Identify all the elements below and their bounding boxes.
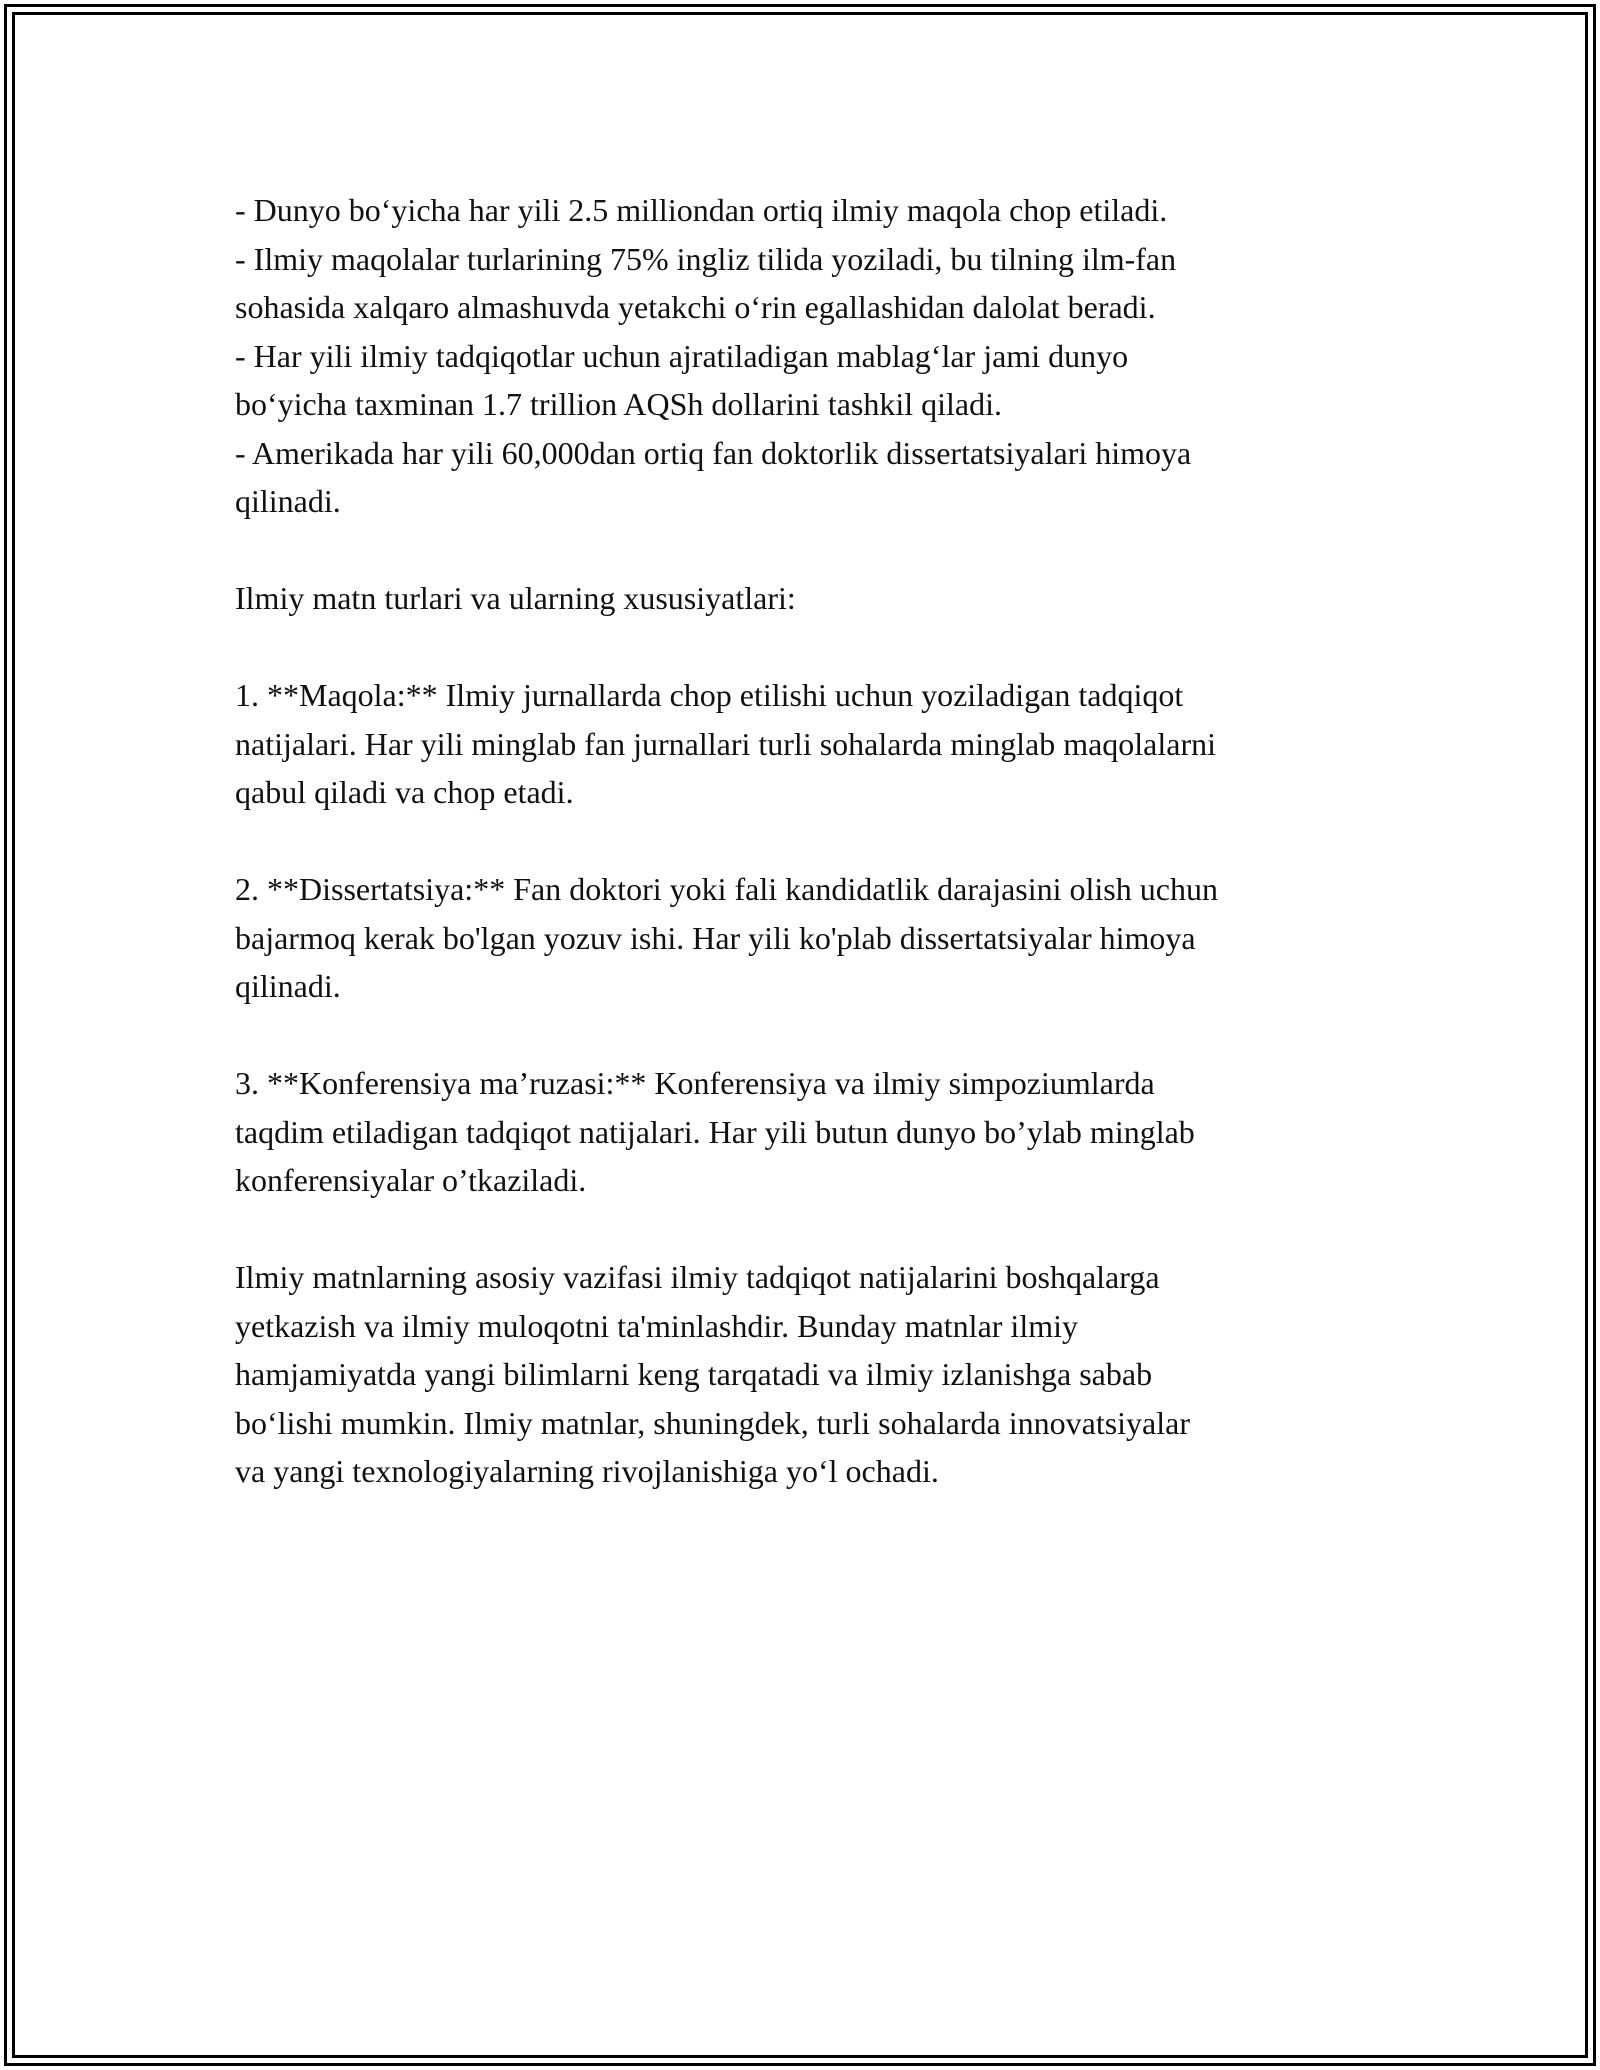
paragraph-spacer — [235, 1205, 1375, 1254]
stat-item — [235, 429, 1375, 526]
text-line: taqdim etiladigan tadqiqot natijalari. Har yili butun dunyo bo’ylab minglab — [235, 1113, 1195, 1150]
text-line: sohasida xalqaro almashuvda yetakchi o‘rin egallashidan dalolat beradi. — [235, 289, 1156, 325]
paragraph-spacer — [235, 526, 1375, 575]
text-line: bo‘yicha taxminan 1.7 trillion AQSh dollarini tashkil qiladi. — [235, 386, 1003, 422]
text-line: konferensiyalar o’tkaziladi. — [235, 1162, 587, 1198]
text-line: 3. **Konferensiya ma’ruzasi:** Konferensiya va ilmiy simpoziumlarda — [235, 1065, 1155, 1101]
stat-item — [235, 186, 1375, 235]
paragraph-spacer — [235, 1011, 1375, 1060]
document-body — [235, 186, 1375, 1496]
stats-list — [235, 186, 1375, 526]
paragraph-spacer — [235, 623, 1375, 672]
paragraph-spacer — [235, 817, 1375, 866]
text-line: - Amerikada har yili 60,000dan ortiq fan doktorlik dissertatsiyalari himoya — [235, 434, 1192, 471]
text-type-item — [235, 865, 1375, 1011]
text-line: qilinadi. — [235, 968, 341, 1004]
text-line: qilinadi. — [235, 483, 341, 519]
stat-item — [235, 332, 1375, 429]
text-line: - Har yili ilmiy tadqiqotlar uchun ajratiladigan mablag‘lar jami dunyo — [235, 337, 1129, 374]
text-line: natijalari. Har yili minglab fan jurnallari turli sohalarda minglab maqolalarni — [235, 725, 1217, 762]
text-line: bajarmoq kerak bo'lgan yozuv ishi. Har yili ko'plab dissertatsiyalar himoya — [235, 919, 1196, 956]
text-line: Ilmiy matnlarning asosiy vazifasi ilmiy tadqiqot natijalarini boshqalarga — [235, 1259, 1160, 1295]
text-line: - Dunyo bo‘yicha har yili 2.5 milliondan ortiq ilmiy maqola chop etiladi. — [235, 192, 1168, 228]
text-line: qabul qiladi va chop etadi. — [235, 774, 574, 810]
text-line: - Ilmiy maqolalar turlarining 75% ingliz tilida yoziladi, bu tilning ilm-fan — [235, 240, 1177, 277]
conclusion-paragraph — [235, 1253, 1375, 1496]
section-heading: Ilmiy matn turlari va ularning xususiyatlari: — [235, 580, 796, 616]
text-line: 2. **Dissertatsiya:** Fan doktori yoki fali kandidatlik darajasini olish uchun — [235, 871, 1218, 907]
text-line: va yangi texnologiyalarning rivojlanishiga yo‘l ochadi. — [235, 1453, 939, 1489]
stat-item — [235, 235, 1375, 332]
text-type-item — [235, 671, 1375, 817]
text-line: 1. **Maqola:** Ilmiy jurnallarda chop etilishi uchun yoziladigan tadqiqot — [235, 677, 1184, 713]
text-line: yetkazish va ilmiy muloqotni ta'minlashdir. Bunday matnlar ilmiy — [235, 1307, 1078, 1344]
text-line: bo‘lishi mumkin. Ilmiy matnlar, shuningdek, turli sohalarda innovatsiyalar — [235, 1404, 1190, 1441]
text-type-item — [235, 1059, 1375, 1205]
text-line: hamjamiyatda yangi bilimlarni keng tarqatadi va ilmiy izlanishga sabab — [235, 1356, 1153, 1392]
